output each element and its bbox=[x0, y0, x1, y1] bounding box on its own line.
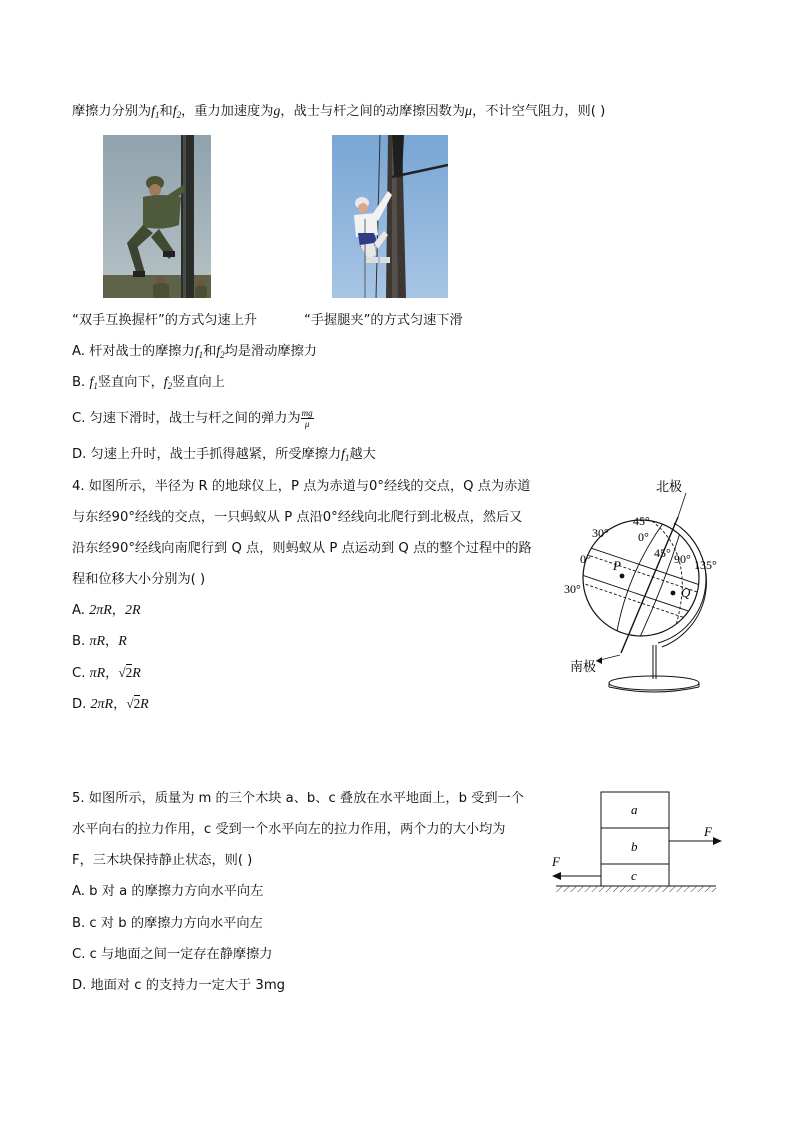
q5-stem-line1: 5. 如图所示，质量为 m 的三个木块 a、b、c 叠放在水平地面上，b 受到一个 bbox=[72, 791, 524, 806]
sqrt-sign: √2 bbox=[126, 696, 141, 711]
svg-text:a: a bbox=[631, 802, 638, 817]
globe-base bbox=[609, 676, 699, 690]
q4-option-b[interactable]: B. πR，R bbox=[72, 634, 127, 649]
q5-stem-line2: 水平向右的拉力作用，c 受到一个水平向左的拉力作用，两个力的大小均为 bbox=[72, 822, 506, 837]
q3-option-b[interactable]: B. $f_1$竖直向下，$f_2$竖直向上 bbox=[72, 375, 225, 391]
caption-right: “手握腿夹”的方式匀速下滑 bbox=[304, 313, 463, 328]
svg-text:30°: 30° bbox=[592, 526, 609, 540]
svg-text:c: c bbox=[631, 868, 637, 883]
q4-option-c[interactable]: C. πR，√2R bbox=[72, 665, 141, 681]
q5-option-c[interactable]: C. c 与地面之间一定存在静摩擦力 bbox=[72, 947, 273, 962]
sqrt-sign: √2 bbox=[118, 665, 133, 680]
q3-option-c[interactable]: C. 匀速下滑时，战士与杆之间的弹力为 $\frac{mg}{\mu}$ bbox=[72, 407, 313, 429]
f2-symbol: f bbox=[172, 104, 177, 119]
q4-stem-line2: 与东经90°经线的交点，一只蚂蚁从 P 点沿0°经线向北爬行到北极点，然后又 bbox=[72, 510, 523, 525]
south-pole-label: 南极 bbox=[570, 660, 597, 675]
svg-text:45°: 45° bbox=[654, 546, 671, 560]
q4-stem-line1: 4. 如图所示，半径为 R 的地球仪上，P 点为赤道与0°经线的交点，Q 点为赤道 bbox=[72, 479, 531, 494]
q4-option-d[interactable]: D. 2πR，√2R bbox=[72, 696, 149, 712]
q3-option-a[interactable]: A. 杆对战士的摩擦力$f_1$和$f_2$均是滑动摩擦力 bbox=[72, 344, 317, 360]
north-pole-label: 北极 bbox=[656, 480, 683, 495]
q5-stem-line3: F，三木块保持静止状态，则( ) bbox=[72, 853, 253, 868]
point-p bbox=[620, 574, 625, 579]
point-q bbox=[671, 591, 676, 596]
fraction-mg-over-mu: $\frac{mg}{\mu}$ bbox=[301, 407, 313, 429]
svg-text:0°: 0° bbox=[638, 530, 649, 544]
svg-text:b: b bbox=[631, 839, 638, 854]
caption-left: “双手互换握杆”的方式匀速上升 bbox=[72, 313, 258, 328]
q4-option-a[interactable]: A. 2πR，2R bbox=[72, 603, 141, 618]
p-label: P bbox=[613, 558, 621, 573]
blocks-figure bbox=[552, 790, 722, 900]
q4-stem-line3: 沿东经90°经线向南爬行到 Q 点，则蚂蚁从 P 点运动到 Q 点的整个过程中的路 bbox=[72, 541, 532, 556]
q4-stem-line4: 程和位移大小分别为( ) bbox=[72, 572, 206, 587]
svg-text:30°: 30° bbox=[564, 582, 581, 596]
q5-option-b[interactable]: B. c 对 b 的摩擦力方向水平向左 bbox=[72, 916, 263, 931]
photo-soldier-climbing bbox=[103, 135, 211, 298]
q5-option-a[interactable]: A. b 对 a 的摩擦力方向水平向左 bbox=[72, 884, 264, 899]
q5-option-d[interactable]: D. 地面对 c 的支持力一定大于 3mg bbox=[72, 978, 286, 993]
svg-text:45°: 45° bbox=[633, 514, 650, 528]
svg-text:135°: 135° bbox=[694, 558, 717, 572]
globe-figure bbox=[556, 475, 736, 695]
svg-text:F: F bbox=[552, 854, 560, 869]
svg-text:F: F bbox=[704, 824, 712, 839]
svg-text:0°: 0° bbox=[580, 552, 591, 566]
q3-stem: 摩擦力分别为$f_1$和$f_2$，重力加速度为g，战士与杆之间的动摩擦因数为μ，不计空气阻力，则( ) bbox=[72, 104, 606, 120]
photo-climber-sliding bbox=[332, 135, 448, 298]
q3-option-d[interactable]: D. 匀速上升时，战士手抓得越紧，所受摩擦力$f_1$越大 bbox=[72, 447, 376, 463]
f1-symbol: f bbox=[151, 104, 156, 119]
q-label: Q bbox=[681, 585, 691, 600]
svg-text:90°: 90° bbox=[674, 552, 691, 566]
